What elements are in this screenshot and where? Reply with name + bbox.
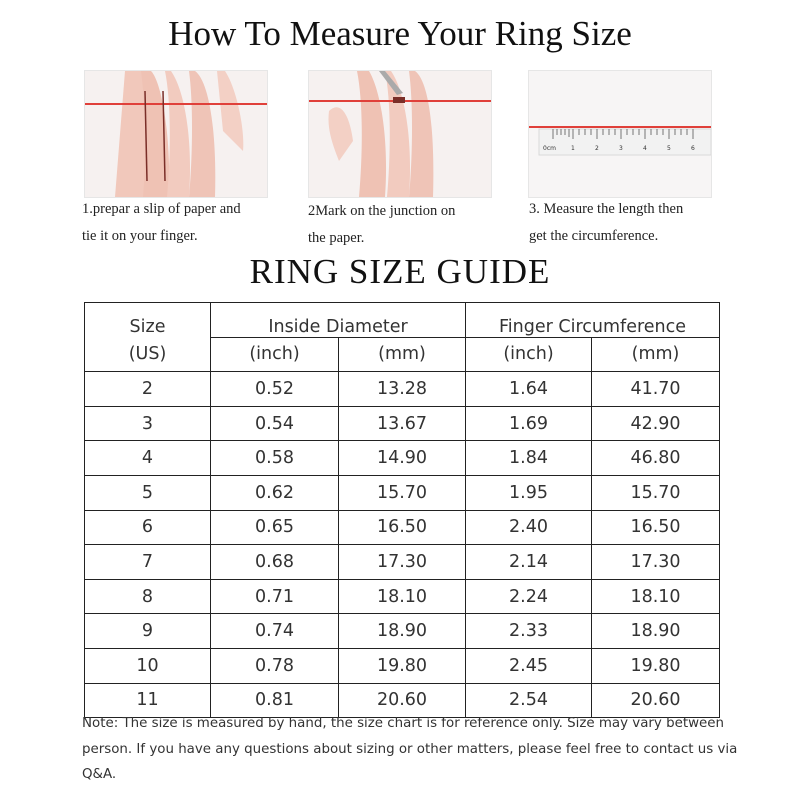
diameter-mm-cell: 13.67 [339, 406, 466, 441]
diameter-inch-cell: 0.54 [211, 406, 339, 441]
step-3-line-1: 3. Measure the length then [529, 201, 684, 217]
table-row [85, 614, 720, 649]
diameter-inch-cell: 0.81 [211, 683, 339, 718]
step-2-line-1: 2Mark on the junction on [308, 203, 456, 219]
ruler-label: 2 [595, 145, 599, 152]
diameter-inch-cell: 0.62 [211, 475, 339, 510]
size-cell: 5 [85, 475, 211, 510]
size-cell: 6 [85, 510, 211, 545]
ruler-label: 6 [691, 145, 695, 152]
diameter-inch-header: (inch) [211, 337, 339, 372]
size-unit-header: (US) [85, 337, 211, 372]
diameter-inch-cell: 0.68 [211, 545, 339, 580]
page-title: How To Measure Your Ring Size [168, 14, 632, 53]
diameter-inch-cell: 0.65 [211, 510, 339, 545]
diameter-mm-cell: 20.60 [339, 683, 466, 718]
table-row [85, 406, 720, 441]
circumference-inch-cell: 2.24 [466, 579, 592, 614]
circumference-mm-cell: 18.90 [592, 614, 720, 649]
diameter-mm-cell: 18.10 [339, 579, 466, 614]
diameter-inch-cell: 0.52 [211, 372, 339, 407]
step-3-photo [528, 70, 712, 198]
circumference-inch-header: (inch) [466, 337, 592, 372]
circumference-mm-cell: 41.70 [592, 372, 720, 407]
diameter-mm-header: (mm) [339, 337, 466, 372]
table-row [85, 510, 720, 545]
circumference-mm-cell: 17.30 [592, 545, 720, 580]
circumference-mm-cell: 18.10 [592, 579, 720, 614]
size-cell: 2 [85, 372, 211, 407]
ruler-label: 4 [643, 145, 647, 152]
sizing-note [82, 711, 742, 788]
table-row [85, 372, 720, 407]
inside-diameter-header: Inside Diameter [211, 303, 466, 338]
size-header: Size [85, 303, 211, 338]
ruler-label: 0cm [543, 145, 556, 152]
diameter-inch-cell: 0.74 [211, 614, 339, 649]
ruler-label: 5 [667, 145, 671, 152]
table-row [85, 579, 720, 614]
diameter-mm-cell: 15.70 [339, 475, 466, 510]
circumference-inch-cell: 2.45 [466, 648, 592, 683]
circumference-mm-header: (mm) [592, 337, 720, 372]
circumference-inch-cell: 1.64 [466, 372, 592, 407]
table-header-row [85, 303, 720, 338]
diameter-mm-cell: 19.80 [339, 648, 466, 683]
diameter-inch-cell: 0.58 [211, 441, 339, 476]
circumference-inch-cell: 2.33 [466, 614, 592, 649]
table-unit-row [85, 337, 720, 372]
note-line-2: person. If you have any questions about sizing or other matters, please feel free to contact us via [82, 741, 738, 757]
diameter-inch-cell: 0.71 [211, 579, 339, 614]
ruler-label: 3 [619, 145, 623, 152]
step-1-line-2: tie it on your finger. [82, 228, 198, 244]
step-2-caption [308, 198, 455, 252]
ring-size-table [84, 302, 720, 718]
step-1-caption [82, 196, 241, 250]
circumference-mm-cell: 19.80 [592, 648, 720, 683]
ruler-label: 1 [571, 145, 575, 152]
diameter-mm-cell: 17.30 [339, 545, 466, 580]
note-line-3: Q&A. [82, 767, 117, 782]
step-2-line-2: the paper. [308, 230, 365, 246]
diameter-mm-cell: 16.50 [339, 510, 466, 545]
step-1-photo [84, 70, 268, 198]
circumference-mm-cell: 15.70 [592, 475, 720, 510]
diameter-mm-cell: 18.90 [339, 614, 466, 649]
size-cell: 7 [85, 545, 211, 580]
step-3-line-2: get the circumference. [529, 228, 659, 244]
circumference-mm-cell: 20.60 [592, 683, 720, 718]
circumference-inch-cell: 1.84 [466, 441, 592, 476]
circumference-inch-cell: 2.14 [466, 545, 592, 580]
circumference-mm-cell: 16.50 [592, 510, 720, 545]
table-row [85, 648, 720, 683]
note-line-1: Note: The size is measured by hand, the size chart is for reference only. Size may vary between [82, 716, 724, 731]
size-cell: 10 [85, 648, 211, 683]
size-cell: 11 [85, 683, 211, 718]
step-2-photo [308, 70, 492, 198]
table-row [85, 441, 720, 476]
circumference-inch-cell: 1.95 [466, 475, 592, 510]
ring-size-guide-title: RING SIZE GUIDE [249, 252, 551, 291]
size-cell: 4 [85, 441, 211, 476]
diameter-inch-cell: 0.78 [211, 648, 339, 683]
circumference-mm-cell: 42.90 [592, 406, 720, 441]
diameter-mm-cell: 14.90 [339, 441, 466, 476]
circumference-mm-cell: 46.80 [592, 441, 720, 476]
size-cell: 8 [85, 579, 211, 614]
diameter-mm-cell: 13.28 [339, 372, 466, 407]
table-row [85, 475, 720, 510]
circumference-inch-cell: 2.40 [466, 510, 592, 545]
size-cell: 9 [85, 614, 211, 649]
circumference-inch-cell: 2.54 [466, 683, 592, 718]
circumference-inch-cell: 1.69 [466, 406, 592, 441]
size-cell: 3 [85, 406, 211, 441]
step-3-caption [529, 196, 683, 250]
table-row [85, 545, 720, 580]
step-1-line-1: 1.prepar a slip of paper and [82, 201, 241, 217]
finger-circumference-header: Finger Circumference [466, 303, 720, 338]
